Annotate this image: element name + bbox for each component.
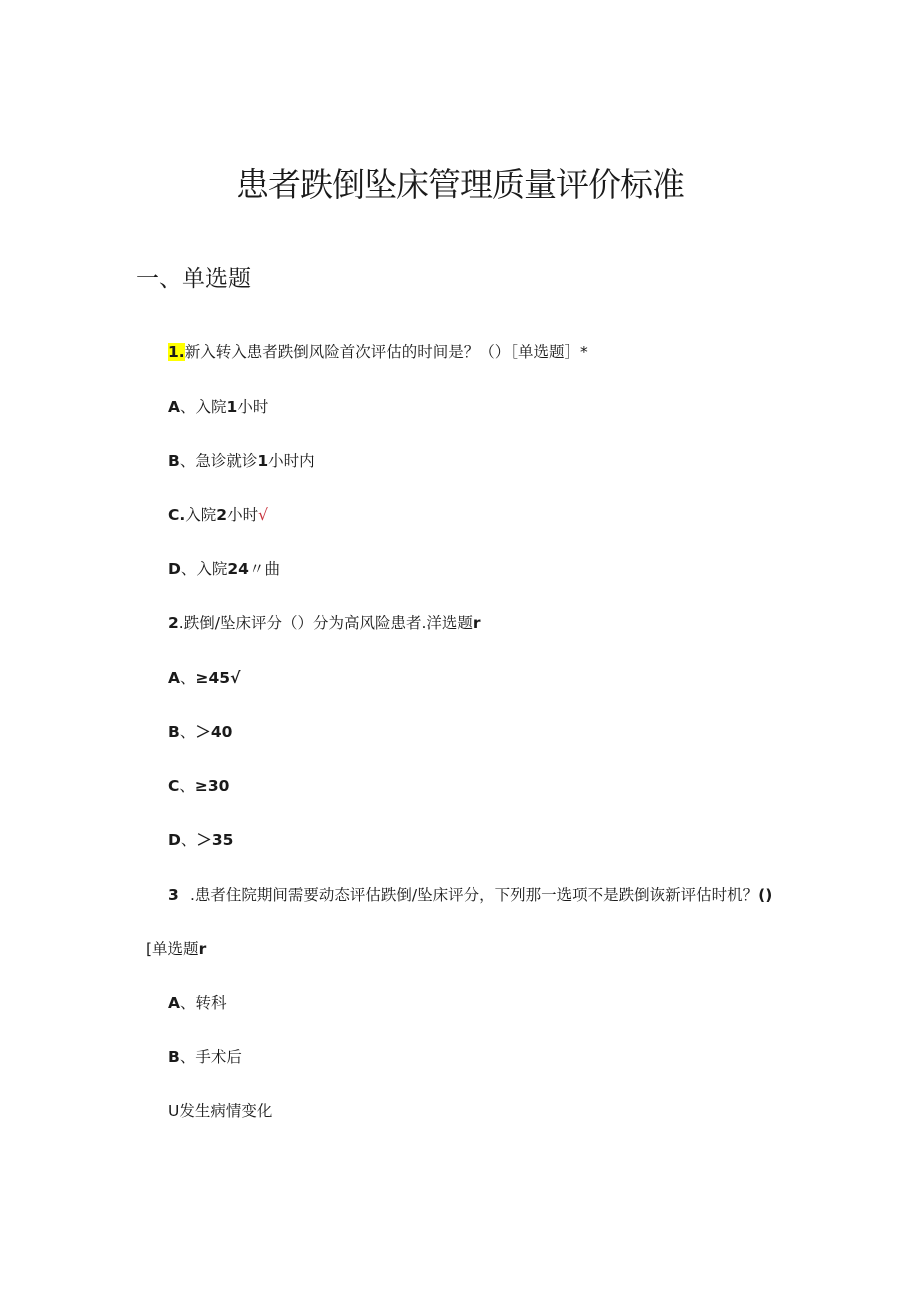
option-letter: D (168, 831, 181, 849)
question-1 (168, 341, 588, 363)
option-letter: A (168, 994, 180, 1012)
option-number: 2 (216, 506, 228, 524)
question-2 (168, 612, 481, 634)
option-value: ≥45√ (195, 669, 241, 687)
option-value: ≥30 (194, 777, 230, 795)
option-letter: B (168, 1048, 180, 1066)
question-1-option-c (168, 504, 268, 526)
question-3-number: 3 (168, 886, 179, 904)
option-tail: 小时 (227, 506, 259, 524)
option-number: 1 (257, 452, 269, 470)
option-letter: A (168, 398, 180, 416)
option-text: 入院 (185, 506, 217, 524)
question-3-paren: () (758, 886, 773, 904)
page-title: 患者跌倒坠床管理质量评价标准 (236, 165, 684, 204)
question-3-continuation (146, 938, 206, 960)
option-text: 、 (179, 777, 195, 795)
question-1-text: 新入转入患者跌倒风险首次评估的时间是？（）［单选题］* (184, 343, 588, 361)
option-text: 、转科 (180, 994, 227, 1012)
section-heading: 一、单选题 (136, 266, 251, 292)
question-2-option-d (168, 829, 233, 851)
option-number: 24 (227, 560, 249, 578)
question-3-option-a (168, 992, 227, 1014)
option-letter: B (168, 452, 180, 470)
question-1-number: 1. (168, 343, 185, 361)
question-3-text: .患者住院期间需要动态评估跌倒/坠床评分，下列那一选项不是跌倒诙新评估时机？ (190, 886, 759, 904)
option-tail: 小时内 (268, 452, 315, 470)
question-2-option-b (168, 721, 232, 743)
question-2-text: .跌倒/坠床评分（）分为高风险患者.洋选题 (178, 614, 473, 632)
option-text: 、 (180, 669, 196, 687)
option-letter: C (168, 777, 180, 795)
option-letter: A (168, 669, 180, 687)
option-tail: 〃曲 (248, 560, 280, 578)
option-letter: B (168, 723, 180, 741)
question-1-option-d (168, 558, 280, 580)
question-3-option-c (168, 1100, 272, 1122)
option-text: 、入院 (180, 398, 227, 416)
option-number: 1 (226, 398, 238, 416)
option-letter: C. (168, 506, 186, 524)
question-2-tail: r (472, 614, 481, 632)
question-2-option-c (168, 775, 229, 797)
correct-check-mark: √ (258, 506, 268, 524)
question-1-option-a (168, 396, 268, 418)
question-3-tail: r (198, 940, 207, 958)
option-text: 、急诊就诊 (179, 452, 258, 470)
option-text: 、入院 (180, 560, 228, 578)
question-1-option-b (168, 450, 315, 472)
option-tail: 小时 (237, 398, 269, 416)
question-2-number: 2 (168, 614, 179, 632)
option-value: ＞40 (195, 723, 233, 741)
question-2-option-a (168, 667, 240, 689)
option-text: 、 (179, 723, 196, 741)
question-3-option-b (168, 1046, 242, 1068)
option-text: U发生病情变化 (168, 1102, 273, 1120)
option-value: ＞35 (196, 831, 234, 849)
question-3-type: [单选题 (146, 940, 199, 958)
option-text: 、 (180, 831, 197, 849)
option-text: 、手术后 (179, 1048, 242, 1066)
option-letter: D (168, 560, 181, 578)
question-3 (168, 884, 772, 906)
